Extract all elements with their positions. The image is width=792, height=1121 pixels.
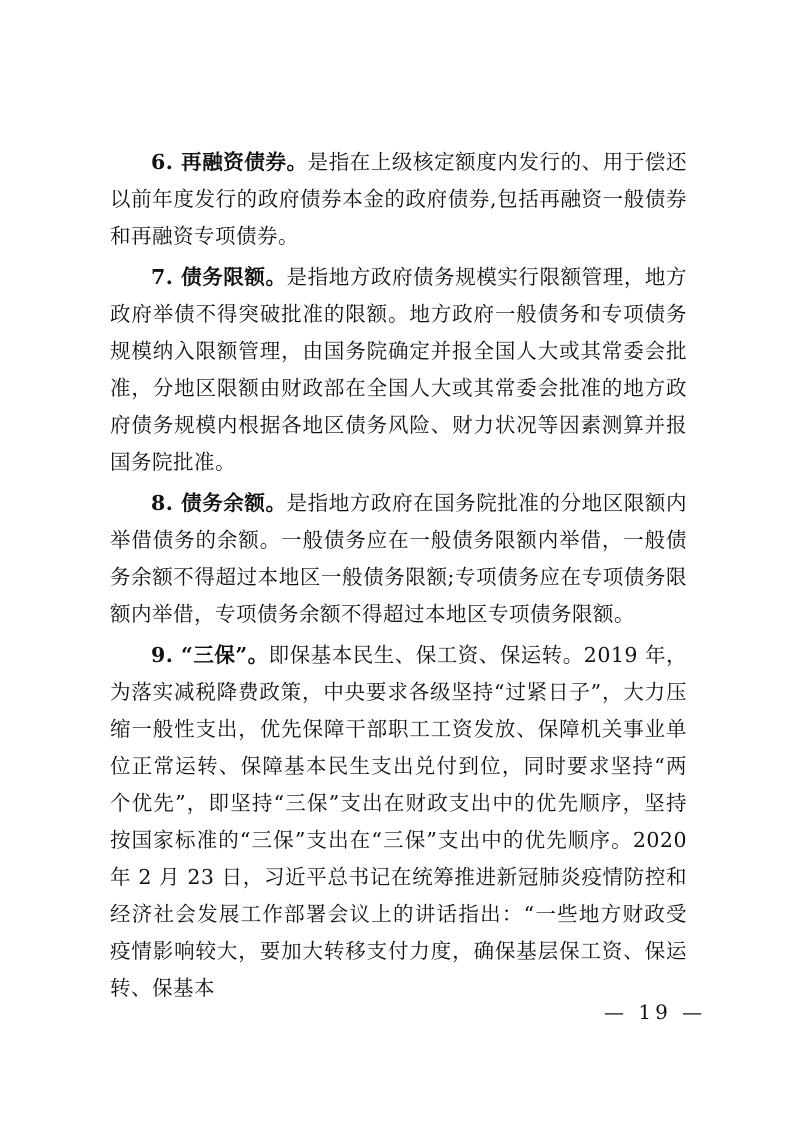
paragraph-three-guarantees: [110, 637, 687, 1007]
term-three-guarantees: 9. “三保”。: [151, 643, 269, 667]
definition-three-guarantees: 即保基本民生、保工资、保运转。2019 年，为落实减税降费政策，中央要求各级坚持“过紧日子”，大力压缩一般性支出，优先保障干部职工工资发放、保障机关事业单位正常运转、保障基本民生支出兑付到位，同时要求坚持“两个优先”，即坚持“三保”支出在财政支出中的优先顺序，坚持按国家标准的“三保”支出在“三保”支出中的优先顺序。2020 年 2 月 23 日，习近平总书记在统筹推进新冠肺炎疫情防控和经济社会发展工作部署会议上的讲话指出：“一些地方财政受疫情影响较大，要加大转移支付力度，确保基层保工资、保运转、保基本: [110, 643, 687, 1000]
page-body: [110, 144, 687, 1011]
term-refinancing-bonds: 6. 再融资债券。: [151, 150, 308, 174]
term-debt-balance: 8. 债务余额。: [151, 491, 287, 515]
paragraph-debt-balance: [110, 485, 687, 633]
definition-refinancing-bonds: 是指在上级核定额度内发行的、用于偿还以前年度发行的政府债券本金的政府债券,包括再融资一般债券和再融资专项债券。: [110, 150, 687, 248]
page-number: — 19 —: [604, 1000, 707, 1024]
definition-debt-limit: 是指地方政府债务规模实行限额管理，地方政府举债不得突破批准的限额。地方政府一般债务和专项债务规模纳入限额管理，由国务院确定并报全国人大或其常委会批准，分地区限额由财政部在全国人大或其常委会批准的地方政府债务规模内根据各地区债务风险、财力状况等因素测算并报国务院批准。: [110, 265, 687, 474]
paragraph-debt-limit: [110, 259, 687, 481]
paragraph-refinancing-bonds: [110, 144, 687, 255]
term-debt-limit: 7. 债务限额。: [151, 265, 287, 289]
definition-debt-balance: 是指地方政府在国务院批准的分地区限额内举借债务的余额。一般债务应在一般债务限额内举借，一般债务余额不得超过本地区一般债务限额;专项债务应在专项债务限额内举借，专项债务余额不得超过本地区专项债务限额。: [110, 491, 687, 626]
